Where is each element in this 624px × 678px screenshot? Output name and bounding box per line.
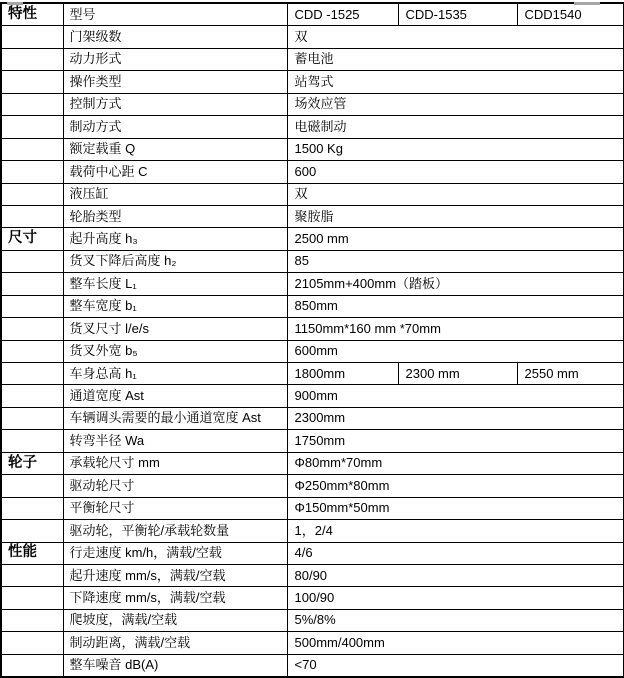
value-cell: Φ150mm*50mm xyxy=(287,497,624,519)
value-cell: 1800mm xyxy=(287,363,398,385)
param-cell: 转弯半径 Wa xyxy=(63,430,287,452)
value-cell: 2550 mm xyxy=(517,363,624,385)
param-cell: 动力形式 xyxy=(63,48,287,70)
table-row xyxy=(1,318,624,340)
table-row xyxy=(1,183,624,205)
section-label-cell xyxy=(1,407,63,429)
value-cell: 1500 Kg xyxy=(287,138,624,160)
table-row xyxy=(1,430,624,452)
value-cell: 2300 mm xyxy=(398,363,517,385)
section-label-cell: 尺寸 xyxy=(1,228,63,250)
section-label-cell xyxy=(1,385,63,407)
value-cell: <70 xyxy=(287,654,624,677)
param-cell: 门架级数 xyxy=(63,26,287,48)
param-cell: 制动距离，满载/空载 xyxy=(63,632,287,654)
table-row xyxy=(1,93,624,115)
param-cell: 承载轮尺寸 mm xyxy=(63,452,287,474)
param-cell: 载荷中心距 C xyxy=(63,161,287,183)
section-label-cell xyxy=(1,205,63,227)
value-cell: 4/6 xyxy=(287,542,624,564)
table-row xyxy=(1,295,624,317)
table-row xyxy=(1,564,624,586)
table-row xyxy=(1,654,624,677)
table-row xyxy=(1,632,624,654)
param-cell: 起升高度 h₃ xyxy=(63,228,287,250)
section-label-cell xyxy=(1,609,63,631)
value-cell: 80/90 xyxy=(287,564,624,586)
table-row xyxy=(1,205,624,227)
section-label-cell xyxy=(1,71,63,93)
table-row xyxy=(1,228,624,250)
table-row xyxy=(1,363,624,385)
param-cell: 爬坡度，满载/空载 xyxy=(63,609,287,631)
param-cell: 起升速度 mm/s，满载/空载 xyxy=(63,564,287,586)
section-label-cell xyxy=(1,26,63,48)
model-header-cell: CDD1540 xyxy=(517,3,624,26)
value-cell: 600mm xyxy=(287,340,624,362)
param-cell: 制动方式 xyxy=(63,116,287,138)
table-row xyxy=(1,385,624,407)
value-cell: 双 xyxy=(287,183,624,205)
param-cell: 控制方式 xyxy=(63,93,287,115)
value-cell: 500mm/400mm xyxy=(287,632,624,654)
table-row xyxy=(1,542,624,564)
param-cell: 行走速度 km/h，满载/空载 xyxy=(63,542,287,564)
param-cell: 液压缸 xyxy=(63,183,287,205)
param-cell: 通道宽度 Ast xyxy=(63,385,287,407)
value-cell: 1，2/4 xyxy=(287,520,624,542)
value-cell: Φ80mm*70mm xyxy=(287,452,624,474)
table-row xyxy=(1,497,624,519)
section-label-cell xyxy=(1,93,63,115)
table-row xyxy=(1,116,624,138)
forklift-spec-table xyxy=(0,2,624,678)
value-cell: 站驾式 xyxy=(287,71,624,93)
param-cell: 下降速度 mm/s，满载/空载 xyxy=(63,587,287,609)
model-header-cell: CDD -1525 xyxy=(287,3,398,26)
section-label-cell xyxy=(1,587,63,609)
value-cell: 5%/8% xyxy=(287,609,624,631)
table-row xyxy=(1,161,624,183)
param-cell: 驱动轮，平衡轮/承载轮数量 xyxy=(63,520,287,542)
section-label-cell xyxy=(1,138,63,160)
section-label-cell xyxy=(1,183,63,205)
value-cell: 蓄电池 xyxy=(287,48,624,70)
param-cell: 驱动轮尺寸 xyxy=(63,475,287,497)
section-label-cell xyxy=(1,654,63,677)
table-row xyxy=(1,26,624,48)
table-row xyxy=(1,452,624,474)
section-label-cell xyxy=(1,520,63,542)
table-row xyxy=(1,273,624,295)
section-label-cell xyxy=(1,475,63,497)
section-label-cell xyxy=(1,116,63,138)
param-cell: 额定载重 Q xyxy=(63,138,287,160)
value-cell: 聚胺脂 xyxy=(287,205,624,227)
param-cell: 整车噪音 dB(A) xyxy=(63,654,287,677)
param-cell: 货叉尺寸 l/e/s xyxy=(63,318,287,340)
value-cell: Φ250mm*80mm xyxy=(287,475,624,497)
value-cell: 2300mm xyxy=(287,407,624,429)
param-cell: 货叉外宽 b₅ xyxy=(63,340,287,362)
param-cell: 整车长度 L₁ xyxy=(63,273,287,295)
param-cell: 车辆调头需要的最小通道宽度 Ast xyxy=(63,407,287,429)
value-cell: 电磁制动 xyxy=(287,116,624,138)
table-row xyxy=(1,587,624,609)
table-row xyxy=(1,71,624,93)
section-label-cell xyxy=(1,564,63,586)
param-cell: 车身总高 h₁ xyxy=(63,363,287,385)
param-cell: 整车宽度 b₁ xyxy=(63,295,287,317)
table-row xyxy=(1,609,624,631)
value-cell: 100/90 xyxy=(287,587,624,609)
value-cell: 850mm xyxy=(287,295,624,317)
table-row xyxy=(1,475,624,497)
value-cell: 场效应管 xyxy=(287,93,624,115)
section-label-cell xyxy=(1,295,63,317)
value-cell: 2105mm+400mm（踏板） xyxy=(287,273,624,295)
table-row xyxy=(1,407,624,429)
param-cell: 货叉下降后高度 h₂ xyxy=(63,250,287,272)
crop-artifact-right xyxy=(574,2,600,5)
section-label-cell xyxy=(1,318,63,340)
value-cell: 2500 mm xyxy=(287,228,624,250)
value-cell: 双 xyxy=(287,26,624,48)
model-header-cell: CDD-1535 xyxy=(398,3,517,26)
value-cell: 600 xyxy=(287,161,624,183)
table-row xyxy=(1,48,624,70)
param-cell: 轮胎类型 xyxy=(63,205,287,227)
section-label-cell xyxy=(1,363,63,385)
section-label-cell xyxy=(1,273,63,295)
section-label-cell: 特性 xyxy=(1,3,63,26)
section-label-cell xyxy=(1,250,63,272)
table-row xyxy=(1,138,624,160)
value-cell: 85 xyxy=(287,250,624,272)
section-label-cell: 轮子 xyxy=(1,452,63,474)
section-label-cell: 性能 xyxy=(1,542,63,564)
value-cell: 1750mm xyxy=(287,430,624,452)
table-row xyxy=(1,250,624,272)
section-label-cell xyxy=(1,340,63,362)
section-label-cell xyxy=(1,632,63,654)
table-row xyxy=(1,340,624,362)
param-cell: 操作类型 xyxy=(63,71,287,93)
section-label-cell xyxy=(1,497,63,519)
value-cell: 1150mm*160 mm *70mm xyxy=(287,318,624,340)
table-row xyxy=(1,520,624,542)
section-label-cell xyxy=(1,430,63,452)
param-cell: 平衡轮尺寸 xyxy=(63,497,287,519)
section-label-cell xyxy=(1,161,63,183)
section-label-cell xyxy=(1,48,63,70)
param-cell: 型号 xyxy=(63,3,287,26)
value-cell: 900mm xyxy=(287,385,624,407)
crop-artifact-left xyxy=(7,2,23,5)
header-row xyxy=(1,3,624,26)
